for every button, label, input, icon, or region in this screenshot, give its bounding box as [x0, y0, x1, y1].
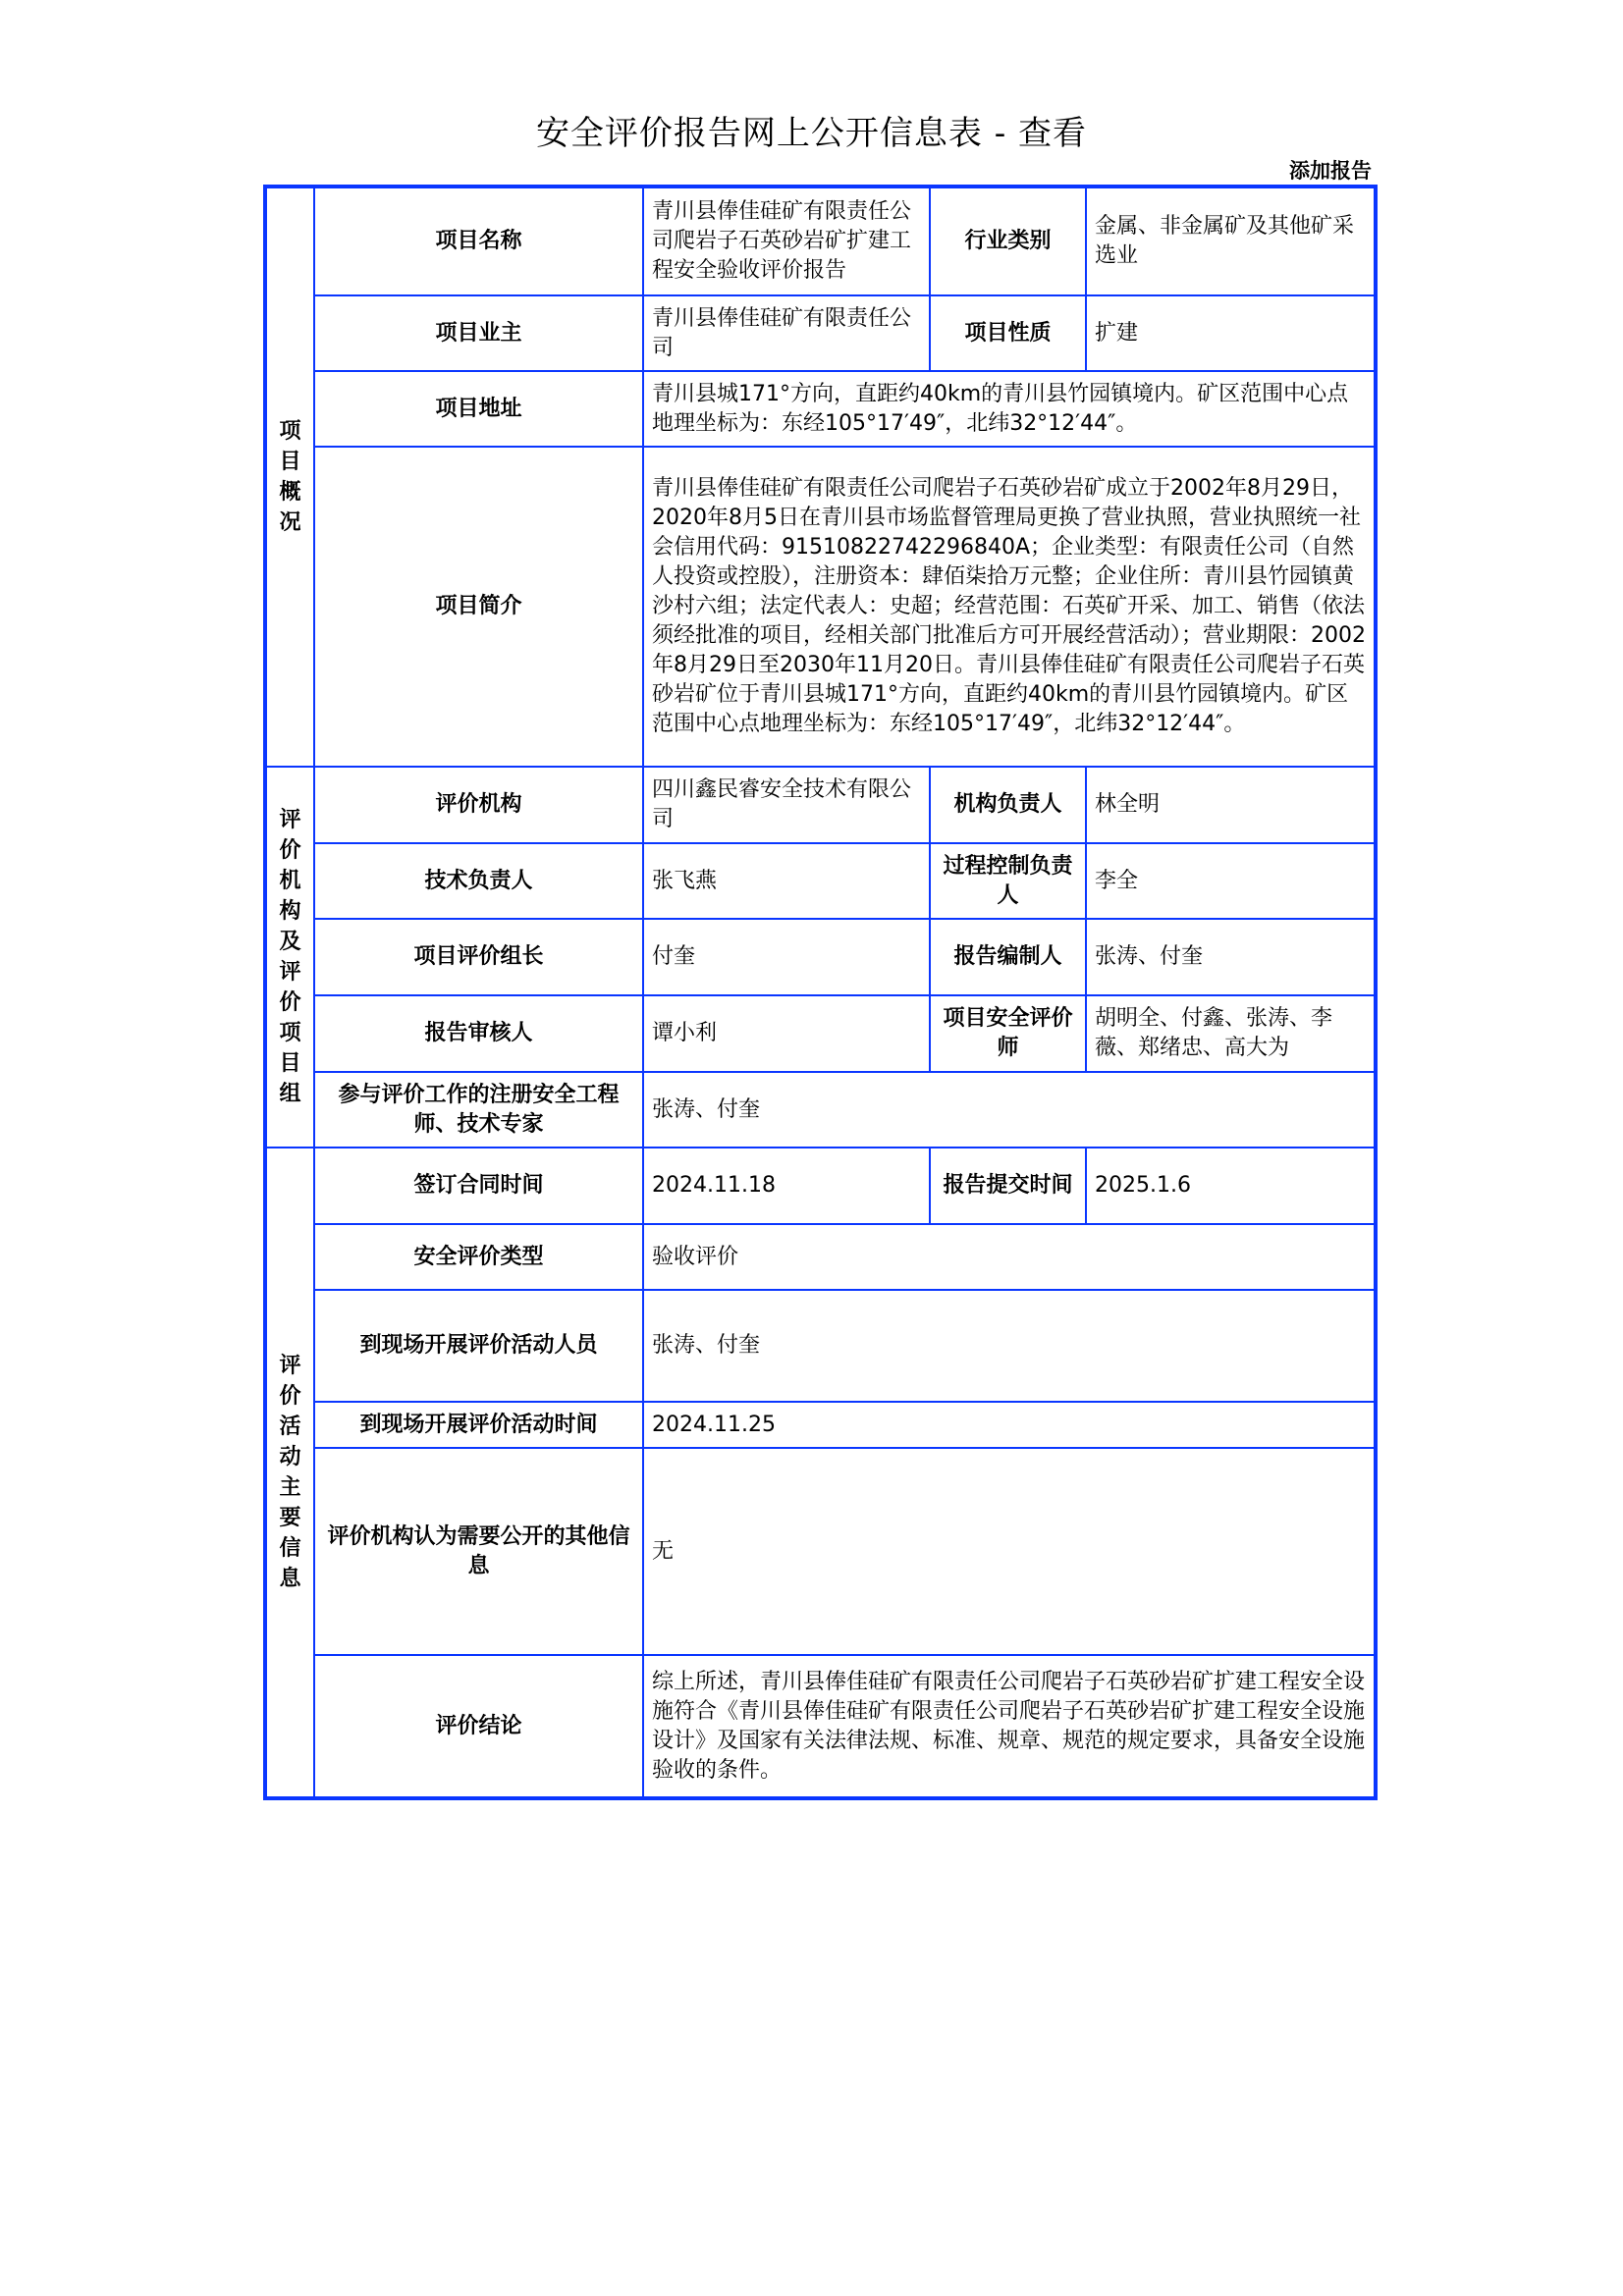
team-leader-value: 付奎 [643, 919, 930, 995]
table-row [265, 187, 1376, 295]
table-row [265, 447, 1376, 767]
table-row [265, 1290, 1376, 1402]
conclusion-value: 综上所述，青川县俸佳硅矿有限责任公司爬岩子石英砂岩矿扩建工程安全设施符合《青川县俸佳硅矿有限责任公司爬岩子石英砂岩矿扩建工程安全设施设计》及国家有关法律法规、标准、规章、规范的规定要求，具备安全设施验收的条件。 [643, 1655, 1376, 1798]
section-label: 评价活动主要信息 [279, 1354, 301, 1591]
team-leader-label: 项目评价组长 [314, 919, 643, 995]
org-head-value: 林全明 [1086, 767, 1376, 843]
onsite-date-label: 到现场开展评价活动时间 [314, 1402, 643, 1448]
table-row [265, 919, 1376, 995]
other-info-value: 无 [643, 1448, 1376, 1655]
table-row [265, 1148, 1376, 1224]
table-row [265, 295, 1376, 371]
info-table [263, 185, 1378, 1800]
table-row [265, 767, 1376, 843]
section-label: 评价机构及评价项目组 [279, 808, 301, 1106]
onsite-date-value: 2024.11.25 [643, 1402, 1376, 1448]
assessors-label: 项目安全评价师 [930, 995, 1086, 1072]
reviewer-value: 谭小利 [643, 995, 930, 1072]
type-label: 安全评价类型 [314, 1224, 643, 1290]
project-name-label: 项目名称 [314, 187, 643, 295]
project-name-value: 青川县俸佳硅矿有限责任公司爬岩子石英砂岩矿扩建工程安全验收评价报告 [643, 187, 930, 295]
nature-value: 扩建 [1086, 295, 1376, 371]
address-label: 项目地址 [314, 371, 643, 447]
intro-label: 项目简介 [314, 447, 643, 767]
table-row [265, 1448, 1376, 1655]
table-row [265, 995, 1376, 1072]
org-head-label: 机构负责人 [930, 767, 1086, 843]
section-overview [265, 187, 314, 767]
process-head-value: 李全 [1086, 843, 1376, 919]
add-report-link[interactable]: 添加报告 [1289, 159, 1372, 183]
contract-date-label: 签订合同时间 [314, 1148, 643, 1224]
page-title: 安全评价报告网上公开信息表 - 查看 [535, 114, 1088, 153]
table-row [265, 1072, 1376, 1148]
intro-value: 青川县俸佳硅矿有限责任公司爬岩子石英砂岩矿成立于2002年8月29日，2020年8月5日在青川县市场监督管理局更换了营业执照，营业执照统一社会信用代码：91510822742296840A；企业类型：有限责任公司（自然人投资或控股），注册资本：肆佰柒拾万元整；企业住所：青川县竹园镇黄沙村六组；法定代表人：史超；经营范围：石英矿开采、加工、销售（依法须经批准的项目，经相关部门批准后方可开展经营活动）；营业期限：2002年8月29日至2030年11月20日。青川县俸佳硅矿有限责任公司爬岩子石英砂岩矿位于青川县城171°方向，直距约40km的青川县竹园镇境内。矿区范围中心点地理坐标为：东经105°17′49″，北纬32°12′44″。 [643, 447, 1376, 767]
conclusion-label: 评价结论 [314, 1655, 643, 1798]
owner-label: 项目业主 [314, 295, 643, 371]
onsite-people-label: 到现场开展评价活动人员 [314, 1290, 643, 1402]
submit-date-value: 2025.1.6 [1086, 1148, 1376, 1224]
table-row [265, 1224, 1376, 1290]
industry-value: 金属、非金属矿及其他矿采选业 [1086, 187, 1376, 295]
engineers-label: 参与评价工作的注册安全工程师、技术专家 [314, 1072, 643, 1148]
org-label: 评价机构 [314, 767, 643, 843]
contract-date-value: 2024.11.18 [643, 1148, 930, 1224]
compiler-value: 张涛、付奎 [1086, 919, 1376, 995]
section-label: 项目概况 [279, 419, 301, 535]
org-value: 四川鑫民睿安全技术有限公司 [643, 767, 930, 843]
table-row [265, 843, 1376, 919]
tech-head-label: 技术负责人 [314, 843, 643, 919]
onsite-people-value: 张涛、付奎 [643, 1290, 1376, 1402]
reviewer-label: 报告审核人 [314, 995, 643, 1072]
owner-value: 青川县俸佳硅矿有限责任公司 [643, 295, 930, 371]
address-value: 青川县城171°方向，直距约40km的青川县竹园镇境内。矿区范围中心点地理坐标为：东经105°17′49″，北纬32°12′44″。 [643, 371, 1376, 447]
assessors-value: 胡明全、付鑫、张涛、李薇、郑绪忠、高大为 [1086, 995, 1376, 1072]
industry-label: 行业类别 [930, 187, 1086, 295]
engineers-value: 张涛、付奎 [643, 1072, 1376, 1148]
nature-label: 项目性质 [930, 295, 1086, 371]
other-info-label: 评价机构认为需要公开的其他信息 [314, 1448, 643, 1655]
submit-date-label: 报告提交时间 [930, 1148, 1086, 1224]
table-row [265, 1402, 1376, 1448]
type-value: 验收评价 [643, 1224, 1376, 1290]
table-row [265, 371, 1376, 447]
tech-head-value: 张飞燕 [643, 843, 930, 919]
table-row [265, 1655, 1376, 1798]
process-head-label: 过程控制负责人 [930, 843, 1086, 919]
compiler-label: 报告编制人 [930, 919, 1086, 995]
section-activity [265, 1148, 314, 1798]
section-agency [265, 767, 314, 1148]
